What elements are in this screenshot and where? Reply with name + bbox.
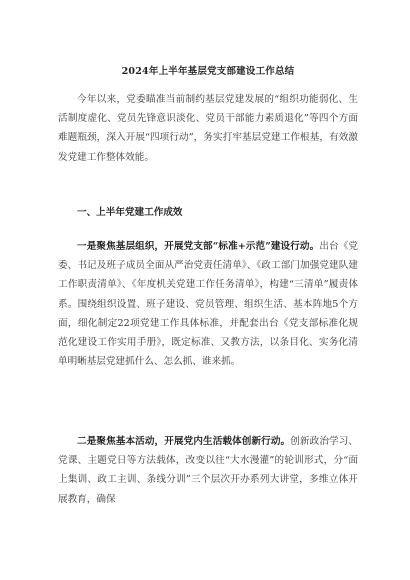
section-paragraph-1 <box>58 237 358 371</box>
intro-paragraph: 今年以来，党委瞄准当前制约基层党建发展的“组织功能弱化、生活制度虚化、党员先锋意识淡化、党员干部能力素质退化”等四个方面难题瓶颈，深入开展“四项行动”，务实打牢基层党建工作根基，有效激发党建工作整体效能。 <box>58 94 358 163</box>
paragraph-lead: 二是聚焦基本活动，开展党内生活载体创新行动。 <box>77 436 291 447</box>
document-title: 2024年上半年基层党支部建设工作总结 <box>121 66 295 77</box>
section-paragraph-2 <box>58 432 358 509</box>
paragraph-body: 出台《党委、书记及班子成员全面从严治党责任清单》、《政工部门加强党建队建工作职责清单》、《年度机关党建工作任务清单》，构建“三清单”履责体系。围绕组织设置、班子建设、党员管理、组织生活、基本阵地5个方面，细化制定22项党建工作具体标准，并配套出台《党支部标准化规范化建设工作实用手册》，既定标准、又教方法，以条目化、实务化清单明晰基层党建抓什么、怎么抓、谁来抓。 <box>58 241 359 368</box>
paragraph-body: 创新政治学习、党课、主题党日等方法载体，改变以往“大水漫灌”的轮训形式，分“面上集训、政工主训、条线分训”三个层次开办系列大讲堂，多维立体开展教育，确保 <box>58 436 359 505</box>
section-heading: 一、上半年党建工作成效 <box>77 207 183 218</box>
paragraph-lead: 一是聚焦基层组织，开展党支部“标准+示范”建设行动。 <box>77 241 320 252</box>
